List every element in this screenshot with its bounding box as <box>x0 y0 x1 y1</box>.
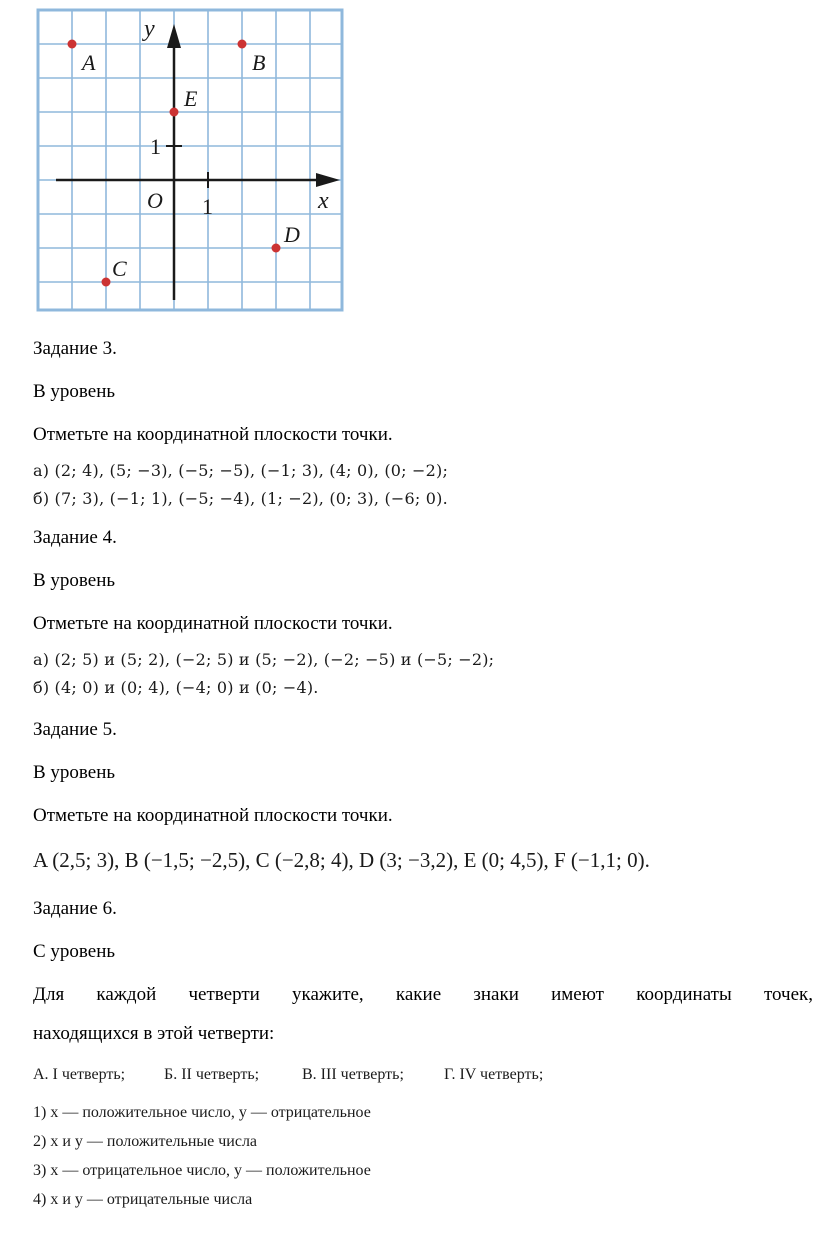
quarter-b: Б. II четверть; <box>164 1066 260 1083</box>
point-d <box>272 244 281 253</box>
point-a <box>68 40 77 49</box>
task-6-level: С уровень <box>33 941 116 962</box>
option-3: 3) x — отрицательное число, y — положительное <box>33 1162 371 1179</box>
task-6-title: Задание 6. <box>33 898 117 919</box>
task-4-level: В уровень <box>33 570 116 591</box>
x-tick-label: 1 <box>202 194 213 219</box>
task-3-title: Задание 3. <box>33 338 117 359</box>
point-label-d: D <box>284 222 300 247</box>
point-c <box>102 278 111 287</box>
task-5-instruction: Отметьте на координатной плоскости точки. <box>33 805 393 826</box>
task-4-line-b: б) (4; 0) и (0; 4), (−4; 0) и (0; −4). <box>33 678 319 697</box>
point-e <box>170 108 179 117</box>
task-3-instruction: Отметьте на координатной плоскости точки. <box>33 424 393 445</box>
coordinate-plane-figure <box>30 4 350 316</box>
task-6-instruction-line-2: находящихся в этой четверти: <box>33 1023 275 1044</box>
task-6-instruction-line-1: Для каждой четверти укажите, какие знаки имеют координаты точек, <box>33 984 813 1005</box>
quarter-c: В. III четверть; <box>302 1066 404 1083</box>
task-4-title: Задание 4. <box>33 527 117 548</box>
point-label-c: C <box>112 256 127 281</box>
task-5-line: A (2,5; 3), B (−1,5; −2,5), C (−2,8; 4), D (3; −3,2), E (0; 4,5), F (−1,1; 0). <box>33 848 650 872</box>
task-3-line-a: а) (2; 4), (5; −3), (−5; −5), (−1; 3), (4; 0), (0; −2); <box>33 461 449 480</box>
quarter-d: Г. IV четверть; <box>444 1066 544 1083</box>
quarter-a: А. I четверть; <box>33 1066 126 1083</box>
task-4-instruction: Отметьте на координатной плоскости точки. <box>33 613 393 634</box>
task-5-level: В уровень <box>33 762 116 783</box>
task-4-line-a: а) (2; 5) и (5; 2), (−2; 5) и (5; −2), (−2; −5) и (−5; −2); <box>33 650 495 669</box>
option-2: 2) x и y — положительные числа <box>33 1133 258 1150</box>
point-label-e: E <box>184 86 198 111</box>
option-1: 1) x — положительное число, y — отрицательное <box>33 1104 371 1121</box>
point-label-a: A <box>82 50 96 75</box>
point-label-b: B <box>252 50 266 75</box>
y-axis-label: y <box>144 16 155 42</box>
y-tick-label: 1 <box>150 134 161 159</box>
task-3-line-b: б) (7; 3), (−1; 1), (−5; −4), (1; −2), (0; 3), (−6; 0). <box>33 489 448 508</box>
option-4: 4) x и y — отрицательные числа <box>33 1191 253 1208</box>
task-3-level: В уровень <box>33 381 116 402</box>
x-axis-label: x <box>318 188 329 214</box>
origin-label: O <box>147 188 163 213</box>
point-b <box>238 40 247 49</box>
task-5-title: Задание 5. <box>33 719 117 740</box>
